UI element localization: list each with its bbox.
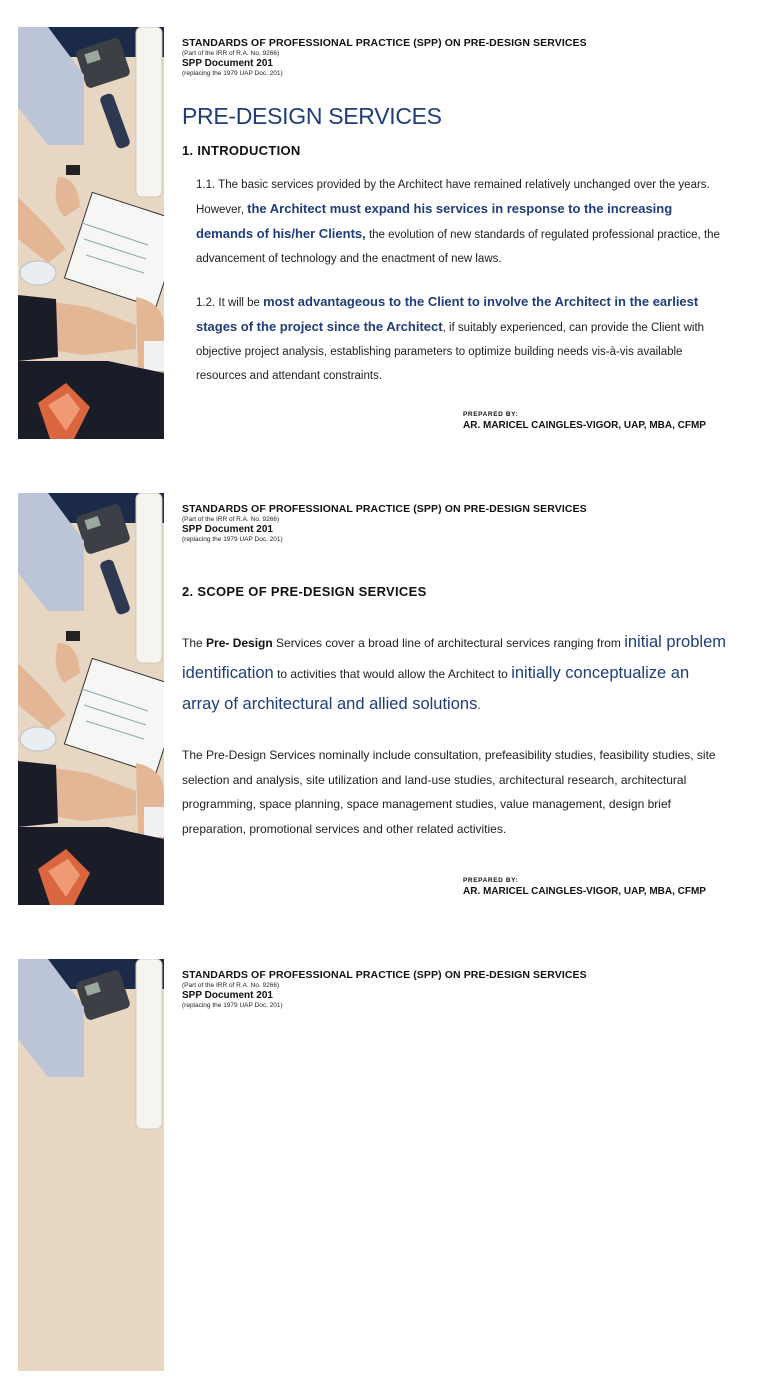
header-irr: (Part of the IRR of R.A. No. 9266): [182, 982, 280, 989]
bold-text: Pre- Design: [206, 636, 273, 650]
paragraph-text: , if suitably experienced, can provide the Client with objective project analysis, establishing parameters to optimize building needs vis-à-vis available resources and attendant constraints.: [196, 322, 705, 382]
office-photo: [18, 27, 164, 439]
paragraph-1-1: [196, 173, 726, 271]
header-replacing: (replacing the 1979 UAP Doc. 201): [182, 1002, 283, 1009]
document-header: [182, 37, 587, 77]
paragraph-text: The: [182, 636, 207, 650]
slide-2: [0, 493, 768, 913]
header-replacing: (replacing the 1979 UAP Doc. 201): [182, 536, 283, 543]
header-irr: (Part of the IRR of R.A. No. 9266): [182, 50, 280, 57]
header-doc: SPP Document 201: [182, 990, 273, 1001]
header-doc: SPP Document 201: [182, 58, 273, 69]
prepared-by: [463, 877, 706, 897]
paragraph-text: the evolution of new standards of regulated professional practice, the advancement of technology and the enactment of new laws.: [196, 229, 720, 265]
header-title: STANDARDS OF PROFESSIONAL PRACTICE (SPP) ON PRE-DESIGN SERVICES: [182, 969, 587, 981]
office-photo: [18, 959, 164, 1371]
section-heading: 2. SCOPE OF PRE-DESIGN SERVICES: [182, 584, 427, 599]
paragraph-text: Services cover a broad line of architectural services ranging from: [272, 636, 625, 650]
paragraph-text: to activities that would allow the Architect to: [273, 667, 512, 681]
paragraph-text: .: [477, 698, 481, 712]
slide-3: [0, 959, 768, 1379]
emphasis-text: most advantageous to the Client to involve the Architect in the earliest stages of the project since the Architect: [196, 294, 699, 334]
emphasis-text: initial problem identification: [182, 633, 726, 682]
paragraph-1-2: [196, 290, 726, 388]
paragraph-services: The Pre-Design Services nominally include consultation, prefeasibility studies, feasibility studies, site selection and analysis, site utilization and land-use studies, architectural research, architectural programming, space planning, space management studies, value management, design brief preparation, promotional services and other related activities.: [182, 748, 716, 836]
paragraph-scope: [182, 627, 727, 720]
emphasis-text: initially conceptualize an array of architectural and allied solutions: [182, 664, 690, 713]
emphasis-text: the Architect must expand his services in response to the increasing demands of his/her Clients,: [196, 201, 673, 241]
prepared-by-label: PREPARED BY:: [463, 411, 519, 418]
prepared-by: [463, 411, 706, 431]
prepared-by-name: AR. MARICEL CAINGLES-VIGOR, UAP, MBA, CFMP: [463, 886, 706, 897]
paragraph-text: 1.2. It will be: [196, 297, 264, 309]
prepared-by-label: PREPARED BY:: [463, 877, 519, 884]
slide-1: [0, 27, 768, 447]
header-title: STANDARDS OF PROFESSIONAL PRACTICE (SPP) ON PRE-DESIGN SERVICES: [182, 37, 587, 49]
paragraph-text: 1.1. The basic services provided by the Architect have remained relatively unchanged over the years. However,: [196, 179, 710, 216]
header-replacing: (replacing the 1979 UAP Doc. 201): [182, 70, 283, 77]
document-header: [182, 503, 587, 543]
page-title: PRE-DESIGN SERVICES: [182, 103, 442, 129]
section-heading: 1. INTRODUCTION: [182, 143, 301, 158]
prepared-by-name: AR. MARICEL CAINGLES-VIGOR, UAP, MBA, CFMP: [463, 420, 706, 431]
document-header: [182, 969, 587, 1009]
header-title: STANDARDS OF PROFESSIONAL PRACTICE (SPP) ON PRE-DESIGN SERVICES: [182, 503, 587, 515]
header-doc: SPP Document 201: [182, 524, 273, 535]
office-photo: [18, 493, 164, 905]
header-irr: (Part of the IRR of R.A. No. 9266): [182, 516, 280, 523]
